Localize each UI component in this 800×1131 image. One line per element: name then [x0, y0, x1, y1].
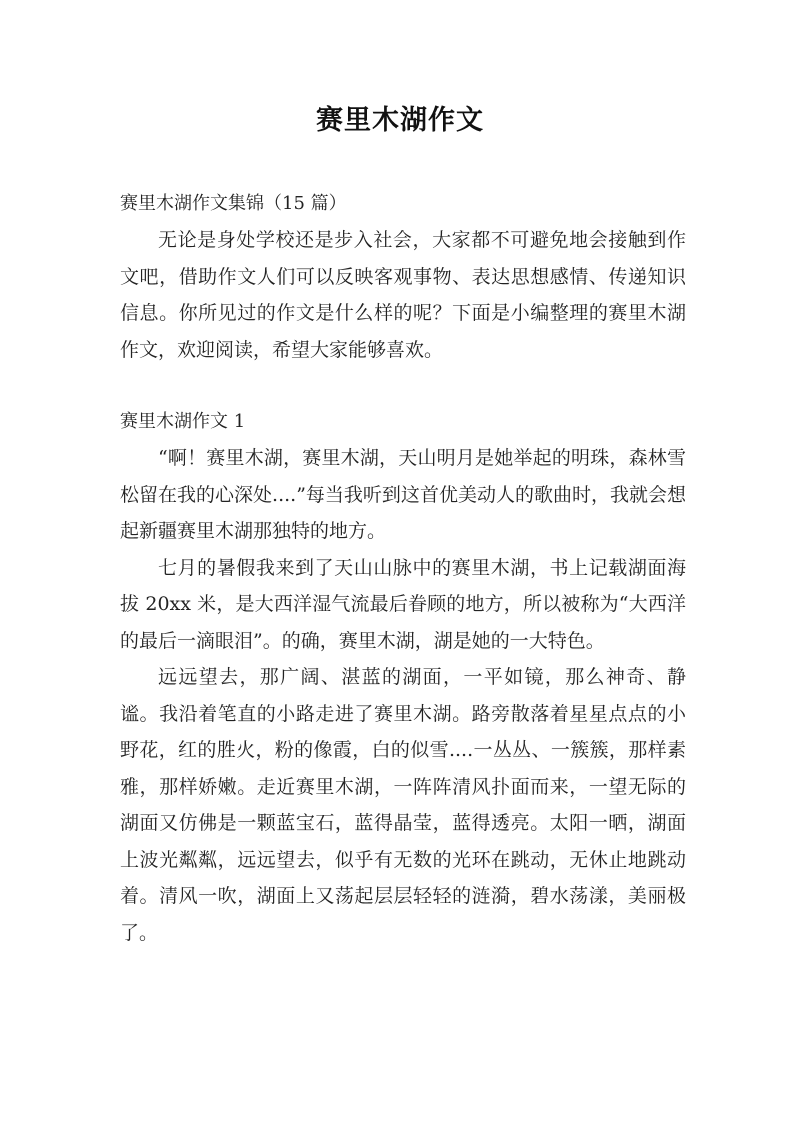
section-spacer — [120, 368, 686, 404]
essay-1-paragraph-1: “啊！赛里木湖，赛里木湖，天山明月是她举起的明珠，森林雪松留在我的心深处....”每当我听到这首优美动人的歌曲时，我就会想起新疆赛里木湖那独特的地方。 — [120, 447, 686, 542]
document-body — [120, 186, 686, 951]
collection-heading: 赛里木湖作文集锦（15 篇） — [120, 193, 347, 214]
essay-1-heading: 赛里木湖作文 1 — [120, 411, 246, 432]
document-title: 赛里木湖作文 — [316, 105, 484, 136]
essay-1-paragraph-3: 远远望去，那广阔、湛蓝的湖面，一平如镜，那么神奇、静谧。我沿着笔直的小路走进了赛里木湖。路旁散落着星星点点的小野花，红的胜火，粉的像霞，白的似雪....一丛丛、一簇簇，那样素雅，那样娇嫩。走近赛里木湖，一阵阵清风扑面而来，一望无际的湖面又仿佛是一颗蓝宝石，蓝得晶莹，蓝得透亮。太阳一晒，湖面上波光粼粼，远远望去，似乎有无数的光环在跳动，无休止地跳动着。清风一吹，湖面上又荡起层层轻轻的涟漪，碧水荡漾，美丽极了。 — [120, 666, 686, 944]
essay-1-paragraph-2: 七月的暑假我来到了天山山脉中的赛里木湖，书上记载湖面海拔 20xx 米，是大西洋湿气流最后眷顾的地方，所以被称为“大西洋的最后一滴眼泪”。的确，赛里木湖，湖是她的一大特色。 — [120, 556, 686, 652]
intro-paragraph: 无论是身处学校还是步入社会，大家都不可避免地会接触到作文吧，借助作文人们可以反映客观事物、表达思想感情、传递知识信息。你所见过的作文是什么样的呢？下面是小编整理的赛里木湖作文，欢迎阅读，希望大家能够喜欢。 — [120, 229, 686, 361]
